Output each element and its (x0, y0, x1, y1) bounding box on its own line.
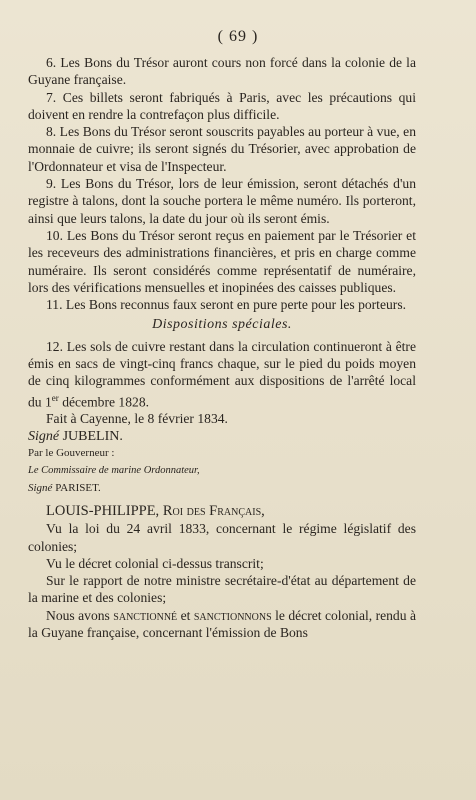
gouverneur-line: Par le Gouverneur : (28, 447, 115, 460)
date-line: Fait à Cayenne, le 8 février 1834. (46, 411, 228, 427)
signed2-name: PARISET. (55, 481, 101, 494)
article-12-text: 12. Les sols de cuivre restant dans la circulation continueront à être émis en sacs de vingt-cinq francs chaque, sur le pied du poids moyen de cinq kilogrammes conformément aux dispositions de l'arrêté local du 1 (28, 338, 416, 410)
signed2-word: Signé (28, 481, 53, 494)
article-12 (28, 338, 416, 411)
consideration-2: Vu le décret colonial ci-dessus transcrit; (46, 555, 264, 571)
commissaire-line: Le Commissaire de marine Ordonnateur, (28, 465, 200, 477)
consideration-3: Sur le rapport de notre ministre secrétaire-d'état au département de la marine et des colonies; (28, 573, 416, 606)
sanction-start: Nous avons (46, 607, 114, 623)
sanction-word-2: sanctionnons (193, 607, 272, 623)
sanction-end: le décret colonial, rendu à la Guyane française, concernant l'émission de Bons (28, 607, 416, 641)
sanction-mid: et (177, 607, 194, 623)
signature-pariset (28, 480, 416, 497)
article-10: 10. Les Bons du Trésor seront reçus en paiement par le Trésorier et les receveurs des administrations financières, et pris en charge comme numéraire. Ils seront considérés comme représentatif de numéraire, lors des vérifications mensuelles et inopinées des caisses publiques. (28, 227, 416, 295)
sanction-paragraph (28, 607, 416, 642)
page-number: ( 69 ) (217, 28, 259, 45)
article-9: 9. Les Bons du Trésor, lors de leur émission, seront détachés d'un registre à talons, dont la souche portera le même numéro. Ils porteront, ainsi que leurs talons, la date du jour où ils seront émis. (28, 176, 416, 226)
article-6: 6. Les Bons du Trésor auront cours non forcé dans la colonie de la Guyane française. (28, 55, 416, 88)
article-12-sup: er (51, 392, 59, 403)
special-dispositions-heading: Dispositions spéciales. (152, 317, 292, 333)
article-7: 7. Ces billets seront fabriqués à Paris, avec les précautions qui doivent en rendre la contrefaçon plus difficile. (28, 89, 416, 122)
sanction-word-1: sanctionné (113, 607, 178, 623)
king-title: Roi des Français, (162, 502, 265, 519)
article-11: 11. Les Bons reconnus faux seront en pure perte pour les porteurs. (46, 297, 407, 313)
king-line (28, 503, 416, 520)
article-12-end: décembre 1828. (58, 394, 150, 410)
signed-name: JUBELIN. (62, 428, 123, 444)
king-name: LOUIS-PHILIPPE, (46, 502, 160, 519)
article-8: 8. Les Bons du Trésor seront souscrits payables au porteur à vue, en monnaie de cuivre; ils seront signés du Trésorier, avec approbation de l'Ordonnateur et visa de l'Inspecteur. (28, 124, 416, 174)
consideration-1: Vu la loi du 24 avril 1833, concernant le régime législatif des colonies; (28, 521, 416, 554)
signature-jubelin (28, 428, 416, 445)
page-content (28, 54, 416, 641)
signed-word: Signé (28, 428, 60, 444)
